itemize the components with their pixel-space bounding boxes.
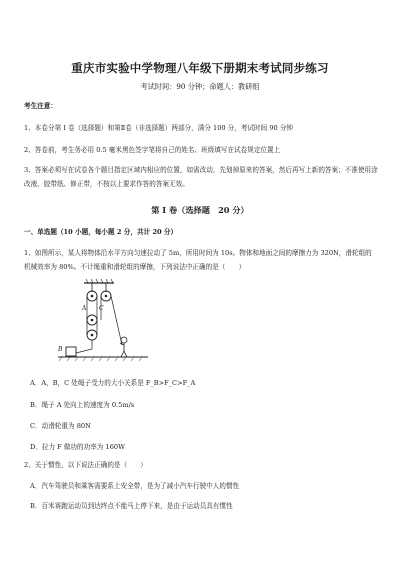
note-3: 3、答案必须写在试卷各个题目指定区域内相应的位置，如需改动，先划掉原来的答案，然后再写上新的答案；不准使用涂改液、胶带纸、修正带，不按以上要求作答的答案无效。 xyxy=(24,166,378,188)
q1-option-c: C．动滑轮重为 80N xyxy=(30,422,91,430)
exam-meta: 考试时间：90 分钟；命题人：教研组 xyxy=(140,82,260,91)
q1-option-b: B．绳子 A 处向上的速度为 0.5m/s xyxy=(30,401,135,409)
label-a: A xyxy=(82,305,87,312)
q2-option-a: A．汽车驾驶员和乘客需要系上安全带，是为了减小汽车行驶中人的惯性 xyxy=(30,482,240,490)
label-c: C xyxy=(99,305,104,312)
q1-option-a: A．A，B，C 处绳子受力的大小关系是 F_B>F_C>F_A xyxy=(30,379,196,387)
q2-option-b: B．百米赛跑运动员到达终点不能马上停下来，是由于运动员具有惯性 xyxy=(30,502,233,510)
question-1-stem: 1、如图所示，某人将物体沿水平方向匀速拉动了 5m，所用时间为 10s。物体和地面之间的摩擦力为 320N，滑轮组的机械效率为 80%。不计绳重和滑轮组的摩擦，下列说法中正确的是（ ） xyxy=(24,249,372,271)
notes-heading: 考生注意： xyxy=(24,102,57,110)
pulley-figure xyxy=(56,277,166,367)
section-title: 第 I 卷（选择题 20 分） xyxy=(151,205,249,215)
part-heading: 一、单选题（10 小题，每小题 2 分，共计 20 分） xyxy=(24,228,178,236)
note-1: 1、本卷分第 I 卷（选择题）和第Ⅱ卷（非选择题）两部分，满分 100 分，考试时间 90 分钟 xyxy=(24,124,294,132)
label-b: B xyxy=(58,346,63,353)
document-title: 重庆市实验中学物理八年级下册期末考试同步练习 xyxy=(71,61,329,75)
note-2: 2、答卷前，考生务必用 0.5 毫米黑色签字笔将自己的姓名、班级填写在试卷规定位置上 xyxy=(24,146,281,154)
question-2-stem: 2、关于惯性，以下说法正确的是（ ） xyxy=(24,461,147,469)
q1-option-d: D．拉力 F 做功的功率为 160W xyxy=(30,443,125,451)
